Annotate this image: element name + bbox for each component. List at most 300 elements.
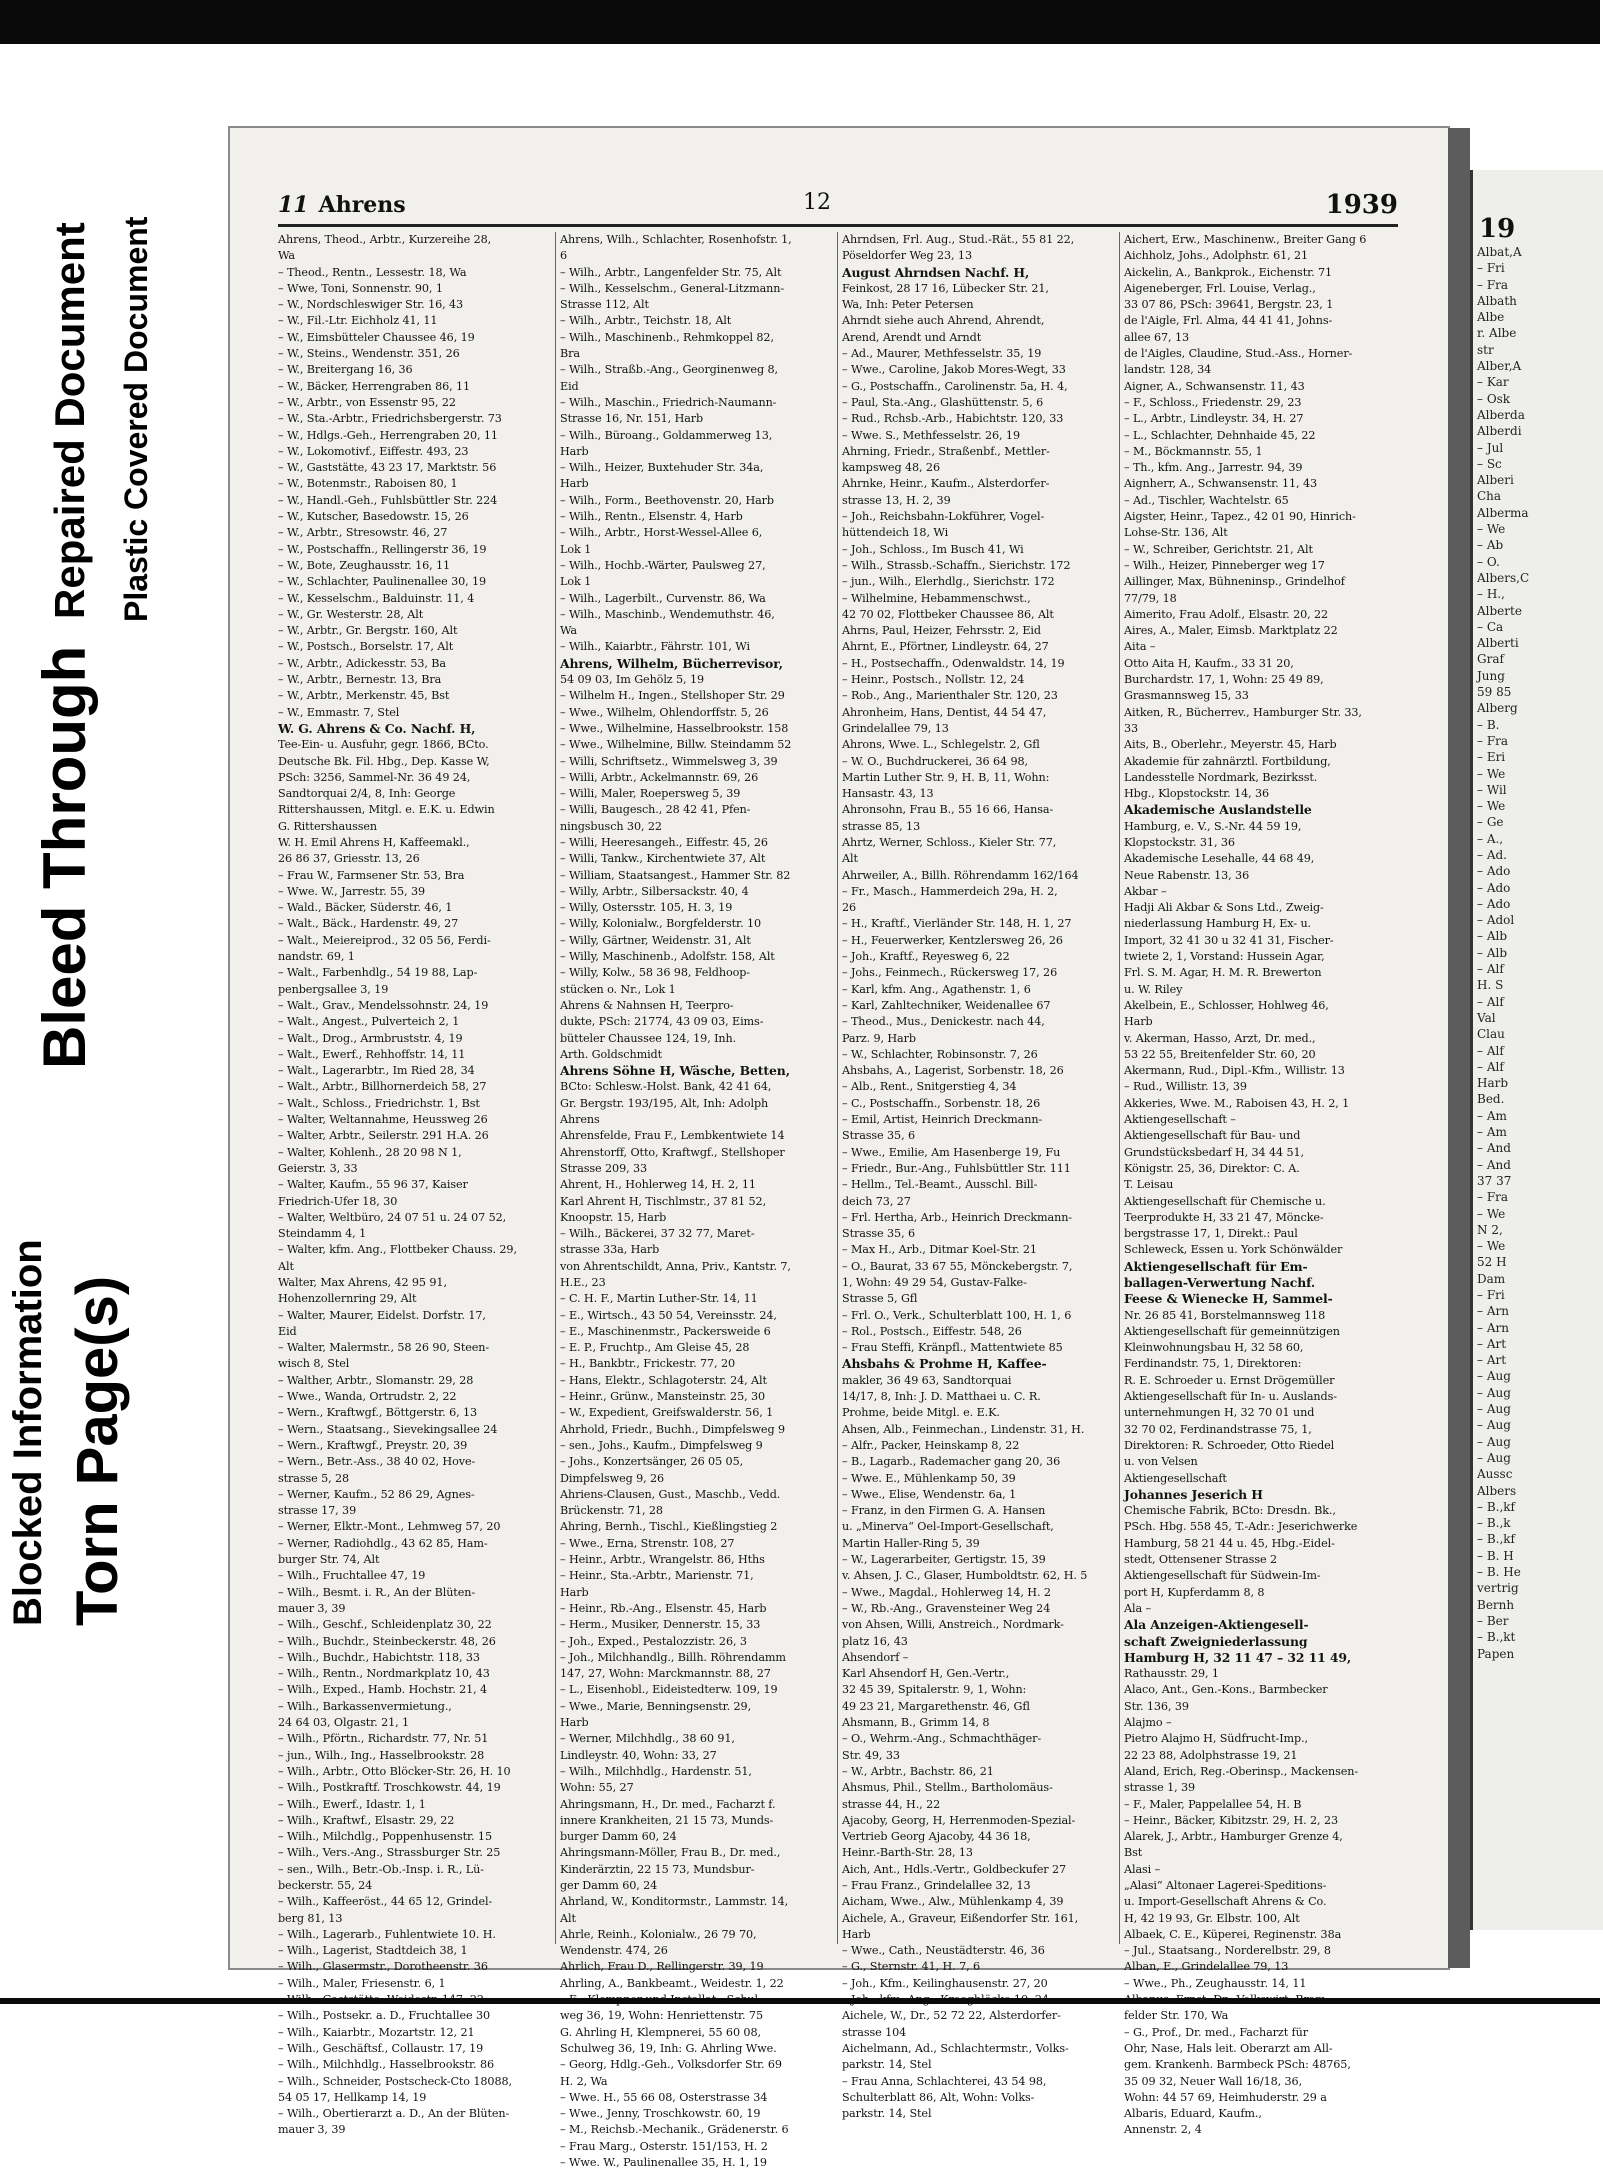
directory-entry-line: – B., Lagarb., Rademacher gang 20, 36: [842, 1455, 1061, 1469]
directory-entry-line: – Wilh., Maschinb., Wendemuthstr. 46,: [560, 607, 775, 621]
directory-entry-line: – Max H., Arb., Ditmar Koel-Str. 21: [842, 1243, 1037, 1257]
directory-entry-line: Grundstücksbedarf H, 34 44 51,: [1124, 1145, 1304, 1159]
directory-entry-line: – W., Kutscher, Basedowstr. 15, 26: [278, 510, 469, 524]
directory-entry-line: – Wilh., Postsekr. a. D., Fruchtallee 30: [278, 2009, 491, 2023]
adjacent-page-line: Alberda: [1477, 407, 1525, 422]
adjacent-page-line: – B. He: [1477, 1565, 1521, 1580]
directory-entry-line: – W., Breitergang 16, 36: [278, 363, 413, 377]
directory-entry-line: – Wilh., Form., Beethovenstr. 20, Harb: [560, 493, 774, 507]
directory-entry-line: Akermann, Rud., Dipl.-Kfm., Willistr. 13: [1124, 1064, 1345, 1078]
directory-entry-line: – Wwe., Magdal., Hohlerweg 14, H. 2: [842, 1585, 1051, 1599]
directory-entry-line: – Wilhelm H., Ingen., Stellshoper Str. 29: [560, 689, 785, 703]
directory-entry-line: Aires, A., Maler, Eimsb. Marktplatz 22: [1124, 624, 1338, 638]
adjacent-page-line: H. S: [1477, 978, 1504, 993]
directory-entry-line: R. E. Schroeder u. Ernst Drögemüller: [1124, 1373, 1335, 1387]
directory-entry-line: – W., Arbtr., Bernestr. 13, Bra: [278, 673, 442, 687]
adjacent-page-line: – Aug: [1477, 1369, 1511, 1384]
adjacent-page-line: Alberi: [1477, 473, 1514, 488]
directory-entry-line: Arth. Goldschmidt: [560, 1047, 663, 1061]
directory-entry-line: – W., Schreiber, Gerichtstr. 21, Alt: [1124, 542, 1313, 556]
directory-entry-line: – Wilhelmine, Hebammenschwst.,: [842, 591, 1031, 605]
directory-entry-line: Alt: [560, 1911, 576, 1925]
directory-entry-line: – Wwe., Ph., Zeughausstr. 14, 11: [1124, 1976, 1307, 1990]
directory-entry-line: platz 16, 43: [842, 1634, 908, 1648]
directory-entry-line: 32 70 02, Ferdinandstrasse 75, 1,: [1124, 1422, 1312, 1436]
directory-entry-line: – W. O., Buchdruckerei, 36 64 98,: [842, 754, 1028, 768]
directory-entry-line: – F., Schloss., Friedenstr. 29, 23: [1124, 395, 1302, 409]
directory-entry-line: – Joh., Exped., Pestalozzistr. 26, 3: [560, 1634, 747, 1648]
directory-entry-line: – Willi, Schriftsetz., Wimmelsweg 3, 39: [560, 754, 778, 768]
directory-entry-line: – jun., Wilh., Elerhdlg., Sierichstr. 172: [842, 575, 1055, 589]
directory-entry-line: Ahringsmann, H., Dr. med., Facharzt f.: [560, 1797, 776, 1811]
adjacent-page-line: – Ad.: [1477, 847, 1507, 862]
adjacent-page-line: – H.,: [1477, 587, 1505, 602]
directory-entry-line: Ahrweiler, A., Billh. Röhrendamm 162/164: [842, 868, 1079, 882]
directory-entry-line: – sen., Wilh., Betr.-Ob.-Insp. i. R., Lü-: [278, 1862, 484, 1876]
directory-entry-line: u. von Velsen: [1124, 1455, 1198, 1469]
directory-entry-line: u. Import-Gesellschaft Ahrens & Co.: [1124, 1895, 1327, 1909]
directory-entry-line: Feese & Wienecke H, Sammel-: [1124, 1291, 1333, 1307]
directory-entry-line: – Wilh., Straßb.-Ang., Georginenweg 8,: [560, 363, 778, 377]
directory-entry-line: – H., Bankbtr., Frickestr. 77, 20: [560, 1357, 735, 1371]
directory-entry-line: – W., Postschaffn., Rellingerstr 36, 19: [278, 542, 487, 556]
directory-entry-line: – Wilh., Obertierarzt a. D., An der Blüten-: [278, 2107, 510, 2121]
directory-entry-line: Wohn: 55, 27: [560, 1781, 634, 1795]
directory-entry-line: Aktiengesellschaft: [1124, 1471, 1227, 1485]
directory-entry-line: parkstr. 14, Stel: [842, 2058, 932, 2072]
directory-entry-line: – Ad., Tischler, Wachtelstr. 65: [1124, 493, 1289, 507]
directory-entry-line: Martin Luther Str. 9, H. B, 11, Wohn:: [842, 770, 1050, 784]
directory-entry-line: – Willi, Baugesch., 28 42 41, Pfen-: [560, 803, 751, 817]
directory-entry-line: – Wilh., Kesselschm., General-Litzmann-: [560, 281, 785, 295]
directory-entry-line: – Wwe, Toni, Sonnenstr. 90, 1: [278, 281, 443, 295]
directory-entry-line: – Heinr., Postsch., Nollstr. 12, 24: [842, 673, 1025, 687]
directory-entry-line: – Willi, Maler, Roepersweg 5, 39: [560, 787, 741, 801]
directory-entry-line: niederlassung Hamburg H, Ex- u.: [1124, 917, 1312, 931]
directory-entry-line: – H., Feuerwerker, Kentzlersweg 26, 26: [842, 933, 1063, 947]
directory-entry-line: – Wilh., Bäckerei, 37 32 77, Maret-: [560, 1227, 755, 1241]
directory-entry-line: – Heinr., Grünw., Mansteinstr. 25, 30: [560, 1390, 766, 1404]
directory-entry-line: – Wilh., Arbtr., Langenfelder Str. 75, Alt: [560, 265, 782, 279]
adjacent-page-line: – Ca: [1477, 619, 1504, 634]
directory-entry-line: Aktiengesellschaft für Em-: [1124, 1258, 1308, 1274]
directory-entry-line: – Wilh., Postkraftf. Troschkowstr. 44, 19: [278, 1781, 501, 1795]
directory-entry-line: u. „Minerva“ Oel-Import-Gesellschaft,: [842, 1520, 1054, 1534]
directory-entry-line: Strasse 35, 6: [842, 1227, 916, 1241]
adjacent-page-line: Papen: [1477, 1646, 1515, 1661]
directory-entry-line: port H, Kupferdamm 8, 8: [1124, 1585, 1265, 1599]
directory-entry-line: Bra: [560, 347, 580, 361]
directory-entry-line: strasse 5, 28: [278, 1471, 350, 1485]
directory-entry-line: Ahrle, Reinh., Kolonialw., 26 79 70,: [560, 1927, 757, 1941]
directory-entry-line: – Wilh., Buchdr., Habichtstr. 118, 33: [278, 1650, 480, 1664]
directory-entry-line: Feinkost, 28 17 16, Lübecker Str. 21,: [842, 281, 1049, 295]
directory-entry-line: Ahsmann, B., Grimm 14, 8: [842, 1716, 990, 1730]
directory-entry-line: 54 09 03, Im Gehölz 5, 19: [560, 673, 705, 687]
adjacent-page-line: – B. H: [1477, 1548, 1514, 1563]
adjacent-page-line: vertrig: [1477, 1581, 1519, 1596]
directory-entry-line: deich 73, 27: [842, 1194, 911, 1208]
directory-entry-line: – Wilh., Hochb.-Wärter, Paulsweg 27,: [560, 558, 766, 572]
adjacent-page-line: str: [1477, 342, 1494, 357]
directory-entry-line: Bst: [1124, 1846, 1143, 1860]
directory-entry-line: 53 22 55, Breitenfelder Str. 60, 20: [1124, 1047, 1316, 1061]
directory-entry-line: – Walter, Weltbüro, 24 07 51 u. 24 07 52,: [278, 1210, 507, 1224]
directory-entry-line: Ajacoby, Georg, H, Herrenmoden-Spezial-: [842, 1813, 1076, 1827]
directory-entry-line: – Wwe., Cath., Neustädterstr. 46, 36: [842, 1944, 1045, 1958]
directory-entry-line: – W., Gr. Westerstr. 28, Alt: [278, 607, 424, 621]
adjacent-page-line: – Eri: [1477, 750, 1506, 765]
directory-entry-line: – Karl, kfm. Ang., Agathenstr. 1, 6: [842, 982, 1031, 996]
directory-entry-line: – Walt., Lagerarbtr., Im Ried 28, 34: [278, 1064, 475, 1078]
directory-entry-line: – W., Arbtr., Adickesstr. 53, Ba: [278, 656, 446, 670]
directory-entry-line: Akelbein, E., Schlosser, Hohlweg 46,: [1124, 998, 1329, 1012]
directory-entry-line: Brückenstr. 71, 28: [560, 1504, 663, 1518]
directory-entry-line: – W., Fil.-Ltr. Eichholz 41, 11: [278, 314, 438, 328]
adjacent-page-line: – We: [1477, 766, 1506, 781]
adjacent-page-line: – B.: [1477, 717, 1500, 732]
directory-entry-line: 26: [842, 901, 857, 915]
directory-entry-line: Ohr, Nase, Hals leit. Oberarzt am All-: [1124, 2041, 1333, 2055]
adjacent-page-line: – Sc: [1477, 456, 1502, 471]
adjacent-page-line: – Jul: [1477, 440, 1504, 455]
adjacent-page-line: Alberte: [1477, 603, 1522, 618]
directory-entry-line: – jun., Wilh., Ing., Hasselbrookstr. 28: [278, 1748, 485, 1762]
directory-entry-line: gem. Krankenh. Barmbeck PSch: 48765,: [1124, 2058, 1351, 2072]
adjacent-page-line: – B.,k: [1477, 1516, 1511, 1531]
directory-entry-line: 33 07 86, PSch: 39641, Bergstr. 23, 1: [1124, 298, 1334, 312]
directory-entry-line: – W., Gaststätte, 43 23 17, Marktstr. 56: [278, 461, 497, 475]
directory-entry-line: bergstrasse 17, 1, Direkt.: Paul: [1124, 1227, 1298, 1241]
directory-entry-line: Martin Haller-Ring 5, 39: [842, 1536, 980, 1550]
adjacent-page-line: Albat,A: [1477, 245, 1522, 259]
scanner-edge-top: [0, 0, 1600, 44]
directory-entry-line: Rittershaussen, Mitgl. e. E.K. u. Edwin: [278, 803, 495, 817]
directory-entry-line: – W., Arbtr., von Essenstr 95, 22: [278, 395, 456, 409]
directory-entry-line: – Willi, Arbtr., Ackelmannstr. 69, 26: [560, 770, 759, 784]
adjacent-page-line: Albath: [1477, 293, 1517, 308]
directory-entry-line: Klopstockstr. 31, 36: [1124, 835, 1235, 849]
directory-entry-line: innere Krankheiten, 21 15 73, Munds-: [560, 1813, 774, 1827]
directory-entry-line: Chemische Fabrik, BCto: Dresdn. Bk.,: [1124, 1504, 1336, 1518]
directory-entry-line: – F., Maler, Pappelallee 54, H. B: [1124, 1797, 1302, 1811]
directory-entry-line: 35 09 32, Neuer Wall 16/18, 36,: [1124, 2074, 1303, 2088]
directory-entry-line: Ahrenstorff, Otto, Kraftwgf., Stellshoper: [560, 1145, 785, 1159]
directory-entry-line: Akbar –: [1124, 884, 1167, 898]
directory-entry-line: – Werner, Kaufm., 52 86 29, Agnes-: [278, 1487, 475, 1501]
directory-entry-line: – O., Baurat, 33 67 55, Mönckebergstr. 7,: [842, 1259, 1073, 1273]
directory-entry-line: – William, Staatsangest., Hammer Str. 82: [560, 868, 791, 882]
directory-entry-line: von Ahrentschildt, Anna, Priv., Kantstr. 7,: [560, 1259, 791, 1273]
directory-entry-line: Nr. 26 85 41, Borstelmannsweg 118: [1124, 1308, 1326, 1322]
column-divider: [837, 232, 838, 1944]
directory-entry-line: Akademische Lesehalle, 44 68 49,: [1124, 852, 1315, 866]
adjacent-page-line: – A.,: [1477, 831, 1504, 846]
directory-entry-line: – Joh., Milchhandlg., Billh. Röhrendamm: [560, 1650, 786, 1664]
directory-entry-line: Alban, E., Grindelallee 79, 13: [1124, 1960, 1289, 1974]
directory-entry-line: – Wilh., Barkassenvermietung.,: [278, 1699, 452, 1713]
directory-entry-line: – C. H. F., Martin Luther-Str. 14, 11: [560, 1292, 758, 1306]
directory-entry-line: Tee-Ein- u. Ausfuhr, gegr. 1866, BCto.: [278, 738, 489, 752]
directory-entry-line: Aland, Erich, Reg.-Oberinsp., Mackensen-: [1124, 1764, 1359, 1778]
directory-entry-line: Harb: [1124, 1015, 1153, 1029]
directory-entry-line: burger Damm 60, 24: [560, 1830, 677, 1844]
directory-entry-line: – Wilh., Glasermstr., Dorotheenstr. 36: [278, 1960, 488, 1974]
directory-entry-line: PSch: 3256, Sammel-Nr. 36 49 24,: [278, 770, 471, 784]
directory-entry-line: Wohn: 44 57 69, Heimhuderstr. 29 a: [1124, 2090, 1327, 2104]
label-repaired-document: Repaired Document: [46, 222, 93, 619]
directory-entry-line: allee 67, 13: [1124, 330, 1190, 344]
directory-entry-line: – Jul., Staatsang., Norderelbstr. 29, 8: [1124, 1944, 1331, 1958]
directory-entry-line: – Wwe., Wilhelm, Ohlendorffstr. 5, 26: [560, 705, 769, 719]
directory-entry-line: – W., Bäcker, Herrengraben 86, 11: [278, 379, 471, 393]
directory-entry-line: Ahringsmann-Möller, Frau B., Dr. med.,: [560, 1846, 781, 1860]
header-title: Ahrens: [318, 192, 406, 218]
directory-entry-line: – W., Arbtr., Merkenstr. 45, Bst: [278, 689, 450, 703]
directory-entry-line: Harb: [560, 1716, 589, 1730]
adjacent-page-line: – Alf: [1477, 994, 1504, 1009]
adjacent-page-line: – Am: [1477, 1125, 1507, 1140]
directory-entry-line: – Wern., Betr.-Ass., 38 40 02, Hove-: [278, 1455, 476, 1469]
directory-entry-line: – Walt., Bäck., Hardenstr. 49, 27: [278, 917, 459, 931]
directory-entry-line: strasse 104: [842, 2025, 907, 2039]
directory-entry-line: strasse 85, 13: [842, 819, 921, 833]
directory-entry-line: Ahrlich, Frau D., Rellingerstr. 39, 19: [560, 1960, 764, 1974]
directory-entry-line: strasse 44, H., 22: [842, 1797, 941, 1811]
directory-entry-line: Ahring, Bernh., Tischl., Kießlingstieg 2: [560, 1520, 778, 1534]
adjacent-page-line: – Aug: [1477, 1402, 1511, 1417]
directory-entry-line: Aichele, W., Dr., 52 72 22, Alsterdorfer-: [842, 2009, 1061, 2023]
directory-entry-line: – G., Prof., Dr. med., Facharzt für: [1124, 2025, 1308, 2039]
directory-entry-line: – Wwe., Jenny, Troschkowstr. 60, 19: [560, 2107, 761, 2121]
directory-entry-line: – sen., Johs., Kaufm., Dimpfelsweg 9: [560, 1438, 763, 1452]
directory-entry-line: parkstr. 14, Stel: [842, 2107, 932, 2121]
adjacent-page-line: Alber,A: [1477, 359, 1522, 374]
directory-entry-line: – Willy, Kolw., 58 36 98, Feldhoop-: [560, 966, 750, 980]
directory-entry-line: – L., Arbtr., Lindleystr. 34, H. 27: [1124, 412, 1304, 426]
directory-entry-line: 54 05 17, Hellkamp 14, 19: [278, 2090, 427, 2104]
directory-entry-line: – M., Böckmannstr. 55, 1: [1124, 444, 1263, 458]
directory-entry-line: kampsweg 48, 26: [842, 461, 940, 475]
directory-entry-line: – Wilh., Heizer, Pinneberger weg 17: [1124, 558, 1325, 572]
adjacent-page-line: – We: [1477, 799, 1506, 814]
adjacent-page-line: Albers: [1477, 1483, 1517, 1498]
directory-entry-line: burger Str. 74, Alt: [278, 1553, 380, 1567]
directory-entry-line: – Wwe., Emilie, Am Hasenberge 19, Fu: [842, 1145, 1061, 1159]
directory-entry-line: – Joh., Kraftf., Reyesweg 6, 22: [842, 950, 1010, 964]
directory-entry-line: – G., Postschaffn., Carolinenstr. 5a, H. 4,: [842, 379, 1068, 393]
directory-entry-line: Ahsen, Alb., Feinmechan., Lindenstr. 31, H.: [842, 1422, 1085, 1436]
directory-entry-line: – Wilh., Milchhdlg., Hasselbrookstr. 86: [278, 2058, 495, 2072]
directory-entry-line: – Wern., Kraftwgf., Böttgerstr. 6, 13: [278, 1406, 478, 1420]
directory-entry-line: Alajmo –: [1124, 1716, 1172, 1730]
adjacent-page-line: Bed.: [1477, 1092, 1505, 1107]
directory-entry-line: Str. 136, 39: [1124, 1699, 1189, 1713]
directory-entry-line: – Wwe., Marie, Benningsenstr. 29,: [560, 1699, 752, 1713]
column-divider: [1119, 232, 1120, 1944]
adjacent-page-line: – Kar: [1477, 375, 1509, 390]
adjacent-page-line: 37 37: [1477, 1173, 1512, 1188]
directory-entry-line: – Wilh., Maler, Friesenstr. 6, 1: [278, 1976, 446, 1990]
adjacent-page-line: – Alb: [1477, 945, 1507, 960]
directory-entry-line: Sandtorquai 2/4, 8, Inh: George: [278, 787, 456, 801]
directory-entry-line: Hohenzollernring 29, Alt: [278, 1292, 417, 1306]
directory-entry-line: – Alb., Rent., Snitgerstieg 4, 34: [842, 1080, 1017, 1094]
directory-entry-line: – W., Hdlgs.-Geh., Herrengraben 20, 11: [278, 428, 498, 442]
adjacent-page-line: – Alf: [1477, 1043, 1504, 1058]
directory-entry-line: – Walt., Schloss., Friedrichstr. 1, Bst: [278, 1096, 480, 1110]
directory-entry-line: G. Rittershaussen: [278, 819, 378, 833]
directory-entry-line: – G., Sternstr. 41, H. 7, 6: [842, 1960, 981, 1974]
directory-entry-line: Schulterblatt 86, Alt, Wohn: Volks-: [842, 2090, 1035, 2104]
directory-entry-line: Frl. S. M. Agar, H. M. R. Brewerton: [1124, 966, 1322, 980]
directory-entry-line: – Wilh., Strassb.-Schaffn., Sierichstr. 172: [842, 558, 1071, 572]
adjacent-page-line: – Adol: [1477, 913, 1515, 928]
directory-entry-line: – Friedr., Bur.-Ang., Fuhlsbüttler Str. 111: [842, 1161, 1071, 1175]
directory-entry-line: – Frau W., Farmsener Str. 53, Bra: [278, 868, 465, 882]
page-number: 12: [803, 190, 831, 215]
directory-entry-line: Hadji Ali Akbar & Sons Ltd., Zweig-: [1124, 901, 1324, 915]
directory-entry-line: W. H. Emil Ahrens H, Kaffeemakl.,: [278, 835, 470, 849]
directory-entry-line: – Wilh., Milchhdlg., Hardenstr. 51,: [560, 1764, 752, 1778]
directory-entry-line: Aillinger, Max, Bühneninsp., Grindelhof: [1124, 575, 1345, 589]
directory-entry-line: – Joh., Reichsbahn-Lokführer, Vogel-: [842, 510, 1045, 524]
directory-entry-line: Friedrich-Ufer 18, 30: [278, 1194, 398, 1208]
directory-entry-line: – Frl. O., Verk., Schulterblatt 100, H. 1, 6: [842, 1308, 1072, 1322]
directory-entry-line: Dimpfelsweg 9, 26: [560, 1471, 665, 1485]
directory-entry-line: Strasse 209, 33: [560, 1161, 648, 1175]
directory-entry-line: – Wwe. W., Jarrestr. 55, 39: [278, 884, 425, 898]
directory-entry-line: Strasse 5, Gfl: [842, 1292, 918, 1306]
directory-entry-line: – Walter, Malermstr., 58 26 90, Steen-: [278, 1341, 490, 1355]
directory-entry-line: Aich, Ant., Hdls.-Vertr., Goldbeckufer 27: [842, 1862, 1066, 1876]
directory-entry-line: – Joh., Schloss., Im Busch 41, Wi: [842, 542, 1024, 556]
directory-entry-line: Ahsbahs & Prohme H, Kaffee-: [842, 1356, 1047, 1372]
directory-entry-line: Ahrens, Wilh., Schlachter, Rosenhofstr. 1,: [560, 233, 792, 246]
adjacent-page-line: – And: [1477, 1157, 1511, 1172]
directory-entry-line: – Willi, Tankw., Kirchentwiete 37, Alt: [560, 852, 766, 866]
directory-entry-line: stedt, Ottensener Strasse 2: [1124, 1553, 1277, 1567]
directory-entry-line: – Wilh., Buchdr., Steinbeckerstr. 48, 26: [278, 1634, 496, 1648]
directory-entry-line: ballagen-Verwertung Nachf.: [1124, 1275, 1316, 1290]
directory-entry-line: Akkeries, Wwe. M., Raboisen 43, H. 2, 1: [1124, 1096, 1350, 1110]
adjacent-page-line: – Ber: [1477, 1613, 1509, 1628]
directory-entry-line: – Wwe., Erna, Strenstr. 108, 27: [560, 1536, 735, 1550]
directory-entry-line: Otto Aita H, Kaufm., 33 31 20,: [1124, 656, 1294, 670]
directory-entry-line: – Walter, Kaufm., 55 96 37, Kaiser: [278, 1178, 468, 1192]
directory-entry-line: felder Str. 170, Wa: [1124, 2009, 1229, 2023]
directory-entry-line: Ahronheim, Hans, Dentist, 44 54 47,: [842, 705, 1047, 719]
directory-entry-line: 24 64 03, Olgastr. 21, 1: [278, 1716, 410, 1730]
directory-entry-line: – Georg, Hdlg.-Geh., Volksdorfer Str. 69: [560, 2058, 782, 2072]
directory-entry-line: – Heinr., Rb.-Ang., Elsenstr. 45, Harb: [560, 1601, 767, 1615]
directory-entry-line: – Wilh., Maschinenb., Rehmkoppel 82,: [560, 330, 774, 344]
directory-entry-line: Ahrtz, Werner, Schloss., Kieler Str. 77,: [842, 835, 1057, 849]
adjacent-page-line: 52 H: [1477, 1255, 1507, 1270]
directory-entry-line: Parz. 9, Harb: [842, 1031, 916, 1045]
directory-entry-line: Eid: [278, 1324, 297, 1338]
directory-entry-line: Aickelin, A., Bankprok., Eichenstr. 71: [1124, 265, 1333, 279]
label-torn-pages: Torn Page(s): [65, 1275, 130, 1626]
adjacent-page-line: – Fri: [1477, 261, 1505, 276]
directory-entry-line: – C., Postschaffn., Sorbenstr. 18, 26: [842, 1096, 1041, 1110]
adjacent-page-line: – Aug: [1477, 1385, 1511, 1400]
adjacent-page-line: Dam: [1477, 1271, 1506, 1286]
directory-entry-line: – H., Postsechaffn., Odenwaldstr. 14, 19: [842, 656, 1065, 670]
directory-entry-line: makler, 36 49 63, Sandtorquai: [842, 1373, 1012, 1387]
directory-entry-line: Harb: [560, 444, 589, 458]
directory-entry-line: Grasmannsweg 15, 33: [1124, 689, 1249, 703]
directory-entry-line: – Theod., Rentn., Lessestr. 18, Wa: [278, 265, 467, 279]
directory-entry-line: – Emil, Artist, Heinrich Dreckmann-: [842, 1113, 1043, 1127]
directory-entry-line: 147, 27, Wohn: Marckmannstr. 88, 27: [560, 1667, 771, 1681]
adjacent-page-line: – Ado: [1477, 880, 1511, 895]
adjacent-page-line: – We: [1477, 1239, 1506, 1254]
directory-entry-line: Vertrieb Georg Ajacoby, 44 36 18,: [842, 1830, 1031, 1844]
directory-entry-line: 33: [1124, 721, 1139, 735]
directory-entry-line: – Heinr., Sta.-Arbtr., Marienstr. 71,: [560, 1569, 754, 1583]
scanner-edge-bottom: [0, 1998, 1600, 2004]
label-plastic-covered: Plastic Covered Document: [118, 216, 154, 622]
directory-entry-line: Aichholz, Johs., Adolphstr. 61, 21: [1124, 249, 1309, 263]
directory-entry-line: – Wern., Staatsang., Sievekingsallee 24: [278, 1422, 498, 1436]
directory-entry-line: Johannes Jeserich H: [1124, 1486, 1263, 1502]
directory-entry-line: Aktiengesellschaft –: [1124, 1113, 1236, 1127]
directory-entry-line: H, 42 19 93, Gr. Elbstr. 100, Alt: [1124, 1911, 1300, 1925]
directory-entry-line: Burchardstr. 17, 1, Wohn: 25 49 89,: [1124, 673, 1324, 687]
adjacent-page-line: Alberma: [1477, 505, 1529, 520]
directory-entry-line: – Wilh., Maschin., Friedrich-Naumann-: [560, 395, 777, 409]
directory-entry-line: Ahrnt, E., Pförtner, Lindleystr. 64, 27: [842, 640, 1049, 654]
directory-entry-line: Aktiengesellschaft für In- u. Auslands-: [1124, 1390, 1337, 1404]
adjacent-page-line: – Art: [1477, 1336, 1507, 1351]
adjacent-page-line: Bernh: [1477, 1597, 1515, 1612]
directory-entry-line: Aigeneberger, Frl. Louise, Verlag.,: [1124, 281, 1316, 295]
adjacent-page-line: Val: [1477, 1010, 1496, 1025]
column-4: [1124, 232, 1397, 2137]
directory-entry-line: – W., Handl.-Geh., Fuhlsbüttler Str. 224: [278, 493, 498, 507]
directory-entry-line: Alaco, Ant., Gen.-Kons., Barmbecker: [1124, 1683, 1328, 1697]
directory-entry-line: schaft Zweigniederlassung: [1124, 1633, 1308, 1649]
directory-entry-line: W. G. Ahrens & Co. Nachf. H,: [278, 720, 476, 736]
directory-entry-line: unternehmungen H, 32 70 01 und: [1124, 1406, 1315, 1420]
directory-entry-line: Aichert, Erw., Maschinenw., Breiter Gang 6: [1124, 233, 1367, 246]
directory-entry-line: 1, Wohn: 49 29 54, Gustav-Falke-: [842, 1276, 1027, 1289]
directory-entry-line: – E., Maschinenmstr., Packersweide 6: [560, 1324, 771, 1338]
adjacent-page-line: – Fri: [1477, 1288, 1505, 1302]
directory-entry-line: Knoopstr. 15, Harb: [560, 1210, 667, 1224]
adjacent-page-line: Cha: [1477, 489, 1502, 504]
directory-entry-line: Schulweg 36, 19, Inh: G. Ahrling Wwe.: [560, 2041, 777, 2055]
directory-entry-line: Annenstr. 2, 4: [1124, 2123, 1202, 2137]
directory-entry-line: – W., Arbtr., Gr. Bergstr. 160, Alt: [278, 624, 458, 638]
adjacent-page-line: Harb: [1477, 1076, 1509, 1091]
directory-entry-line: – Wilh., Ewerf., Idastr. 1, 1: [278, 1797, 426, 1811]
directory-entry-line: – M., Reichsb.-Mechanik., Grädenerstr. 6: [560, 2123, 789, 2137]
directory-entry-line: mauer 3, 39: [278, 1601, 346, 1615]
header-rule: [278, 224, 1398, 227]
directory-entry-line: – Wwe. H., 55 66 08, Osterstrasse 34: [560, 2090, 768, 2104]
directory-entry-line: Ahrent, H., Hohlerweg 14, H. 2, 11: [560, 1178, 756, 1192]
directory-entry-line: – Frau Marg., Osterstr. 151/153, H. 2: [560, 2139, 768, 2153]
directory-entry-line: Lindleystr. 40, Wohn: 33, 27: [560, 1748, 717, 1762]
directory-entry-line: hüttendeich 18, Wi: [842, 526, 949, 540]
directory-entry-line: Aigner, A., Schwansenstr. 11, 43: [1124, 379, 1305, 393]
directory-entry-line: – Wilh., Fruchtallee 47, 19: [278, 1569, 426, 1583]
label-bleed-through: Bleed Through: [31, 645, 98, 1069]
directory-entry-line: – W., Eimsbütteler Chaussee 46, 19: [278, 330, 475, 344]
directory-entry-line: Aichelmann, Ad., Schlachtermstr., Volks-: [842, 2041, 1069, 2055]
